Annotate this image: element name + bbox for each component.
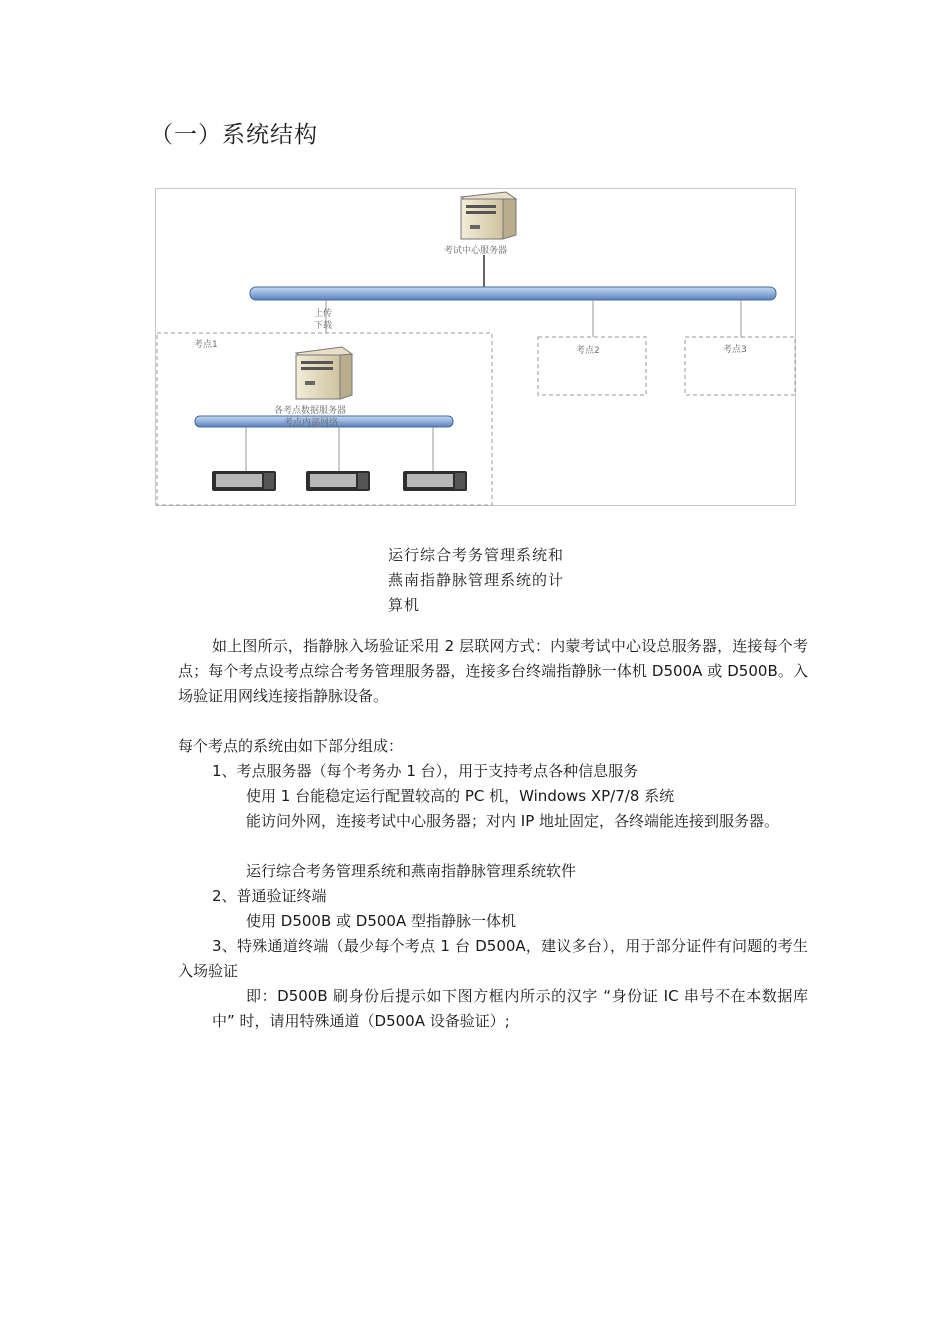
site-server-label: 各考点数据服务器	[274, 406, 347, 416]
diagram-drawing	[156, 189, 797, 507]
item-1-detail: 使用 1 台能稳定运行配置较高的 PC 机，Windows XP/7/8 系统	[246, 787, 675, 805]
item-3-detail: 即：D500B 刷身份后提示如下图方框内所示的汉字 “身份证 IC 串号不在本数据库中” 时，请用特殊通道（D500A 设备验证）;	[212, 987, 808, 1030]
center-server-icon	[461, 192, 516, 239]
site-1-label: 考点1	[194, 340, 218, 350]
item-2-detail: 使用 D500B 或 D500A 型指静脉一体机	[246, 912, 516, 930]
site-2-label: 考点2	[576, 346, 600, 356]
backbone-network-bar	[250, 287, 776, 300]
download-label: 下载	[314, 321, 333, 331]
site-lan-label: 考点内部网络	[284, 418, 339, 428]
item-1-detail: 能访问外网，连接考试中心服务器；对内 IP 地址固定，各终端能连接到服务器。	[246, 812, 780, 830]
center-server-label: 考试中心服务器	[444, 246, 508, 256]
caption-line: 运行综合考务管理系统和	[388, 546, 565, 564]
caption-line: 燕南指静脉管理系统的计	[388, 571, 565, 589]
item-3-heading: 3、特殊通道终端（最少每个考点 1 台 D500A，建议多台），用于部分证件有问题的考生入场验证	[178, 937, 808, 980]
site-3-label: 考点3	[723, 345, 747, 355]
section-heading: （一）系统结构	[150, 122, 318, 148]
terminal-device-icon	[403, 471, 467, 491]
upload-label: 上传	[314, 309, 333, 319]
terminal-device-icon	[212, 471, 276, 491]
intro-paragraph: 如上图所示，指静脉入场验证采用 2 层联网方式：内蒙考试中心设总服务器，连接每个考点；每个考点设考点综合考务管理服务器，连接多台终端指静脉一体机 D500A 或 D500B。入场验证用网线连接指静脉设备。	[178, 637, 808, 705]
components-intro: 每个考点的系统由如下部分组成：	[178, 737, 404, 755]
terminal-device-icon	[306, 471, 370, 491]
site-server-icon	[296, 347, 352, 399]
caption-line: 算机	[388, 596, 421, 614]
figure-caption	[388, 543, 603, 618]
item-2-heading: 2、普通验证终端	[212, 887, 327, 905]
item-1-heading: 1、考点服务器（每个考务办 1 台），用于支持考点各种信息服务	[212, 762, 639, 780]
item-1-detail: 运行综合考务管理系统和燕南指静脉管理系统软件	[246, 862, 577, 880]
system-architecture-diagram	[155, 188, 796, 506]
